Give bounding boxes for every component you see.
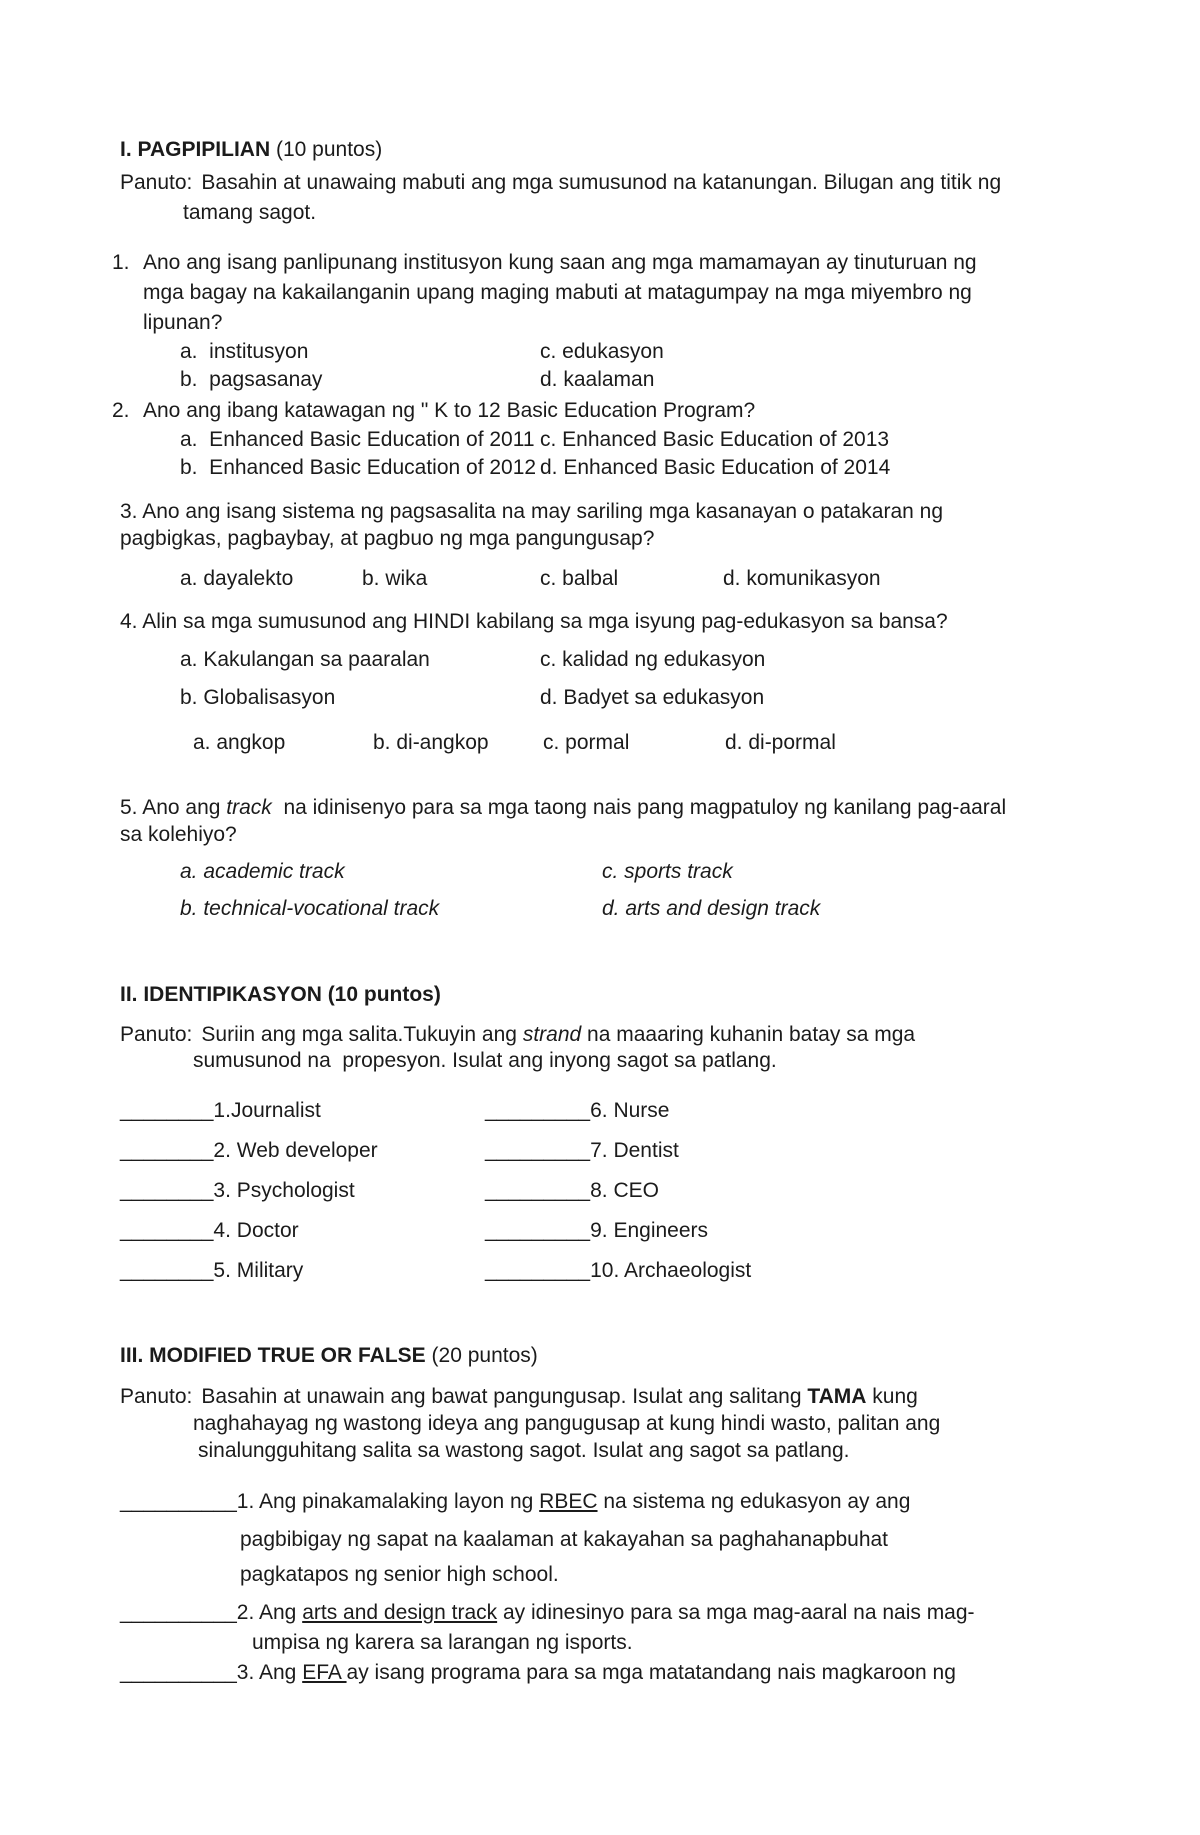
instructions-text-post: kung: [866, 1385, 918, 1408]
instructions-text: sumusunod na propesyon. Isulat ang inyong sagot sa patlang.: [193, 1049, 777, 1072]
question-4-options: [180, 645, 1100, 713]
statement-text-pre: __________1. Ang pinakamalaking layon ng: [120, 1490, 540, 1513]
instructions-line: [120, 168, 1100, 198]
instructions-text: tamang sagot.: [183, 201, 317, 224]
question-line: [120, 794, 1100, 821]
mc-option: c. balbal: [540, 567, 619, 590]
statement-line: [120, 1658, 1100, 1688]
mc-option: c. sports track: [602, 860, 733, 883]
instructions-text: Basahin at unawaing mabuti ang mga sumusunod na katanungan. Bilugan ang titik ng: [201, 171, 1002, 194]
mc-option: a. Enhanced Basic Education of 2011: [180, 428, 535, 451]
instructions-text: sinalungguhitang salita sa wastong sagot. Isulat ang sagot sa patlang.: [198, 1439, 850, 1462]
question-line: mga bagay na kakailanganin upang maging mabuti at matagumpay na mga miyembro ng: [143, 281, 972, 304]
question-line: 4. Alin sa mga sumusunod ang HINDI kabilang sa mga isyung pag-edukasyon sa bansa?: [120, 610, 948, 633]
identification-item: ________5. Military: [120, 1259, 304, 1282]
identification-item: _________10. Archaeologist: [485, 1259, 752, 1282]
instructions-italic-word: strand: [522, 1023, 582, 1046]
question-text-pre: 5. Ano ang: [120, 796, 227, 819]
mc-option: d. komunikasyon: [723, 567, 881, 590]
question-line: Ano ang isang panlipunang institusyon kung saan ang mga mamamayan ay tinuturuan ng: [143, 251, 977, 274]
panuto-label: Panuto:: [120, 171, 193, 194]
question-3-options: [180, 564, 1100, 594]
mc-option: c. kalidad ng edukasyon: [540, 648, 766, 671]
mc-option: d. arts and design track: [602, 897, 821, 920]
question-italic-word: track: [226, 796, 272, 819]
underlined-term: arts and design track: [302, 1601, 498, 1624]
instructions-text-pre: Basahin at unawain ang bawat pangungusap. Isulat ang salitang: [201, 1385, 808, 1408]
instructions-line: [120, 1383, 1100, 1410]
statement-text-pre: __________3. Ang: [120, 1661, 303, 1684]
question-text: [143, 396, 1100, 426]
true-false-item-2: [120, 1598, 1100, 1658]
mc-option: d. kaalaman: [540, 368, 655, 391]
question-line: pagbigkas, pagbaybay, at pagbuo ng mga pangungusap?: [120, 527, 655, 550]
statement-text-pre: __________2. Ang: [120, 1601, 303, 1624]
true-false-item-1: [120, 1487, 1100, 1590]
identification-item: ________1.Journalist: [120, 1099, 321, 1122]
mc-option: a. angkop: [193, 731, 286, 754]
mc-option: b. technical-vocational track: [180, 897, 440, 920]
true-false-item-3: [120, 1658, 1100, 1688]
section2-instructions: [120, 1022, 1100, 1074]
mc-option: b. pagsasanay: [180, 368, 323, 391]
instructions-line: [193, 1410, 1100, 1437]
question-2: [112, 396, 1100, 426]
mc-option: b. Enhanced Basic Education of 2012: [180, 456, 537, 479]
statement-line: umpisa ng karera sa larangan ng isports.: [252, 1631, 633, 1654]
section1-heading-points: (10 puntos): [270, 138, 383, 161]
orphan-options-row: [193, 728, 1100, 758]
question-line: Ano ang ibang katawagan ng " K to 12 Basic Education Program?: [143, 399, 756, 422]
section1-heading: [120, 135, 1100, 165]
question-line: lipunan?: [143, 311, 223, 334]
question-text: [143, 248, 1100, 338]
section1-heading-title: I. PAGPIPILIAN: [120, 138, 271, 161]
statement-line: pagbibigay ng sapat na kaalaman at kakayahan sa paghahanapbuhat: [240, 1528, 889, 1551]
question-4: [120, 607, 1100, 637]
statement-line: [120, 1487, 1100, 1517]
mc-option: d. di-pormal: [725, 731, 836, 754]
statement-line: [120, 1598, 1100, 1628]
mc-option: d. Badyet sa edukasyon: [540, 686, 765, 709]
statement-text-post: ay idinesinyo para sa mga mag-aaral na nais mag-: [497, 1601, 975, 1624]
mc-option: c. Enhanced Basic Education of 2013: [540, 428, 890, 451]
section2-heading-title: II. IDENTIPIKASYON (10 puntos): [120, 983, 441, 1006]
identification-item: _________6. Nurse: [485, 1099, 670, 1122]
identification-list: [120, 1096, 1100, 1286]
instructions-text: naghahayag ng wastong ideya ang pangugusap at kung hindi wasto, palitan ang: [193, 1412, 941, 1435]
identification-item: _________8. CEO: [485, 1179, 659, 1202]
instructions-bold-word: TAMA: [807, 1385, 867, 1408]
instructions-text-post: na maaaring kuhanin batay sa mga: [581, 1023, 916, 1046]
section3-heading: [120, 1341, 1100, 1371]
underlined-term: EFA: [302, 1661, 347, 1684]
instructions-line: [198, 1437, 1100, 1464]
question-1: [112, 248, 1100, 338]
question-1-options: [180, 338, 1100, 394]
identification-item: _________7. Dentist: [485, 1139, 679, 1162]
mc-option: a. academic track: [180, 860, 345, 883]
instructions-text-pre: Suriin ang mga salita.Tukuyin ang: [201, 1023, 523, 1046]
mc-option: b. Globalisasyon: [180, 686, 336, 709]
instructions-line: [120, 1022, 1100, 1048]
panuto-label: Panuto:: [120, 1385, 193, 1408]
identification-item: ________4. Doctor: [120, 1219, 299, 1242]
section3-instructions: [120, 1383, 1100, 1464]
section3-heading-title: III. MODIFIED TRUE OR FALSE: [120, 1344, 426, 1367]
question-line: sa kolehiyo?: [120, 823, 237, 846]
mc-option: c. pormal: [543, 731, 630, 754]
underlined-term: RBEC: [539, 1490, 598, 1513]
mc-option: b. di-angkop: [373, 731, 489, 754]
question-5-options: [180, 857, 1100, 924]
statement-text-post: ay isang programa para sa mga matatandang nais magkaroon ng: [346, 1661, 956, 1684]
question-number: 2.: [112, 399, 130, 422]
identification-item: ________3. Psychologist: [120, 1179, 355, 1202]
question-3: [120, 498, 1100, 552]
question-2-options: [180, 426, 1100, 482]
section3-heading-points: (20 puntos): [425, 1344, 538, 1367]
mc-option: d. Enhanced Basic Education of 2014: [540, 456, 891, 479]
mc-option: b. wika: [362, 567, 428, 590]
section1-instructions: [120, 168, 1100, 228]
question-5: [120, 794, 1100, 848]
identification-item: _________9. Engineers: [485, 1219, 709, 1242]
mc-option: c. edukasyon: [540, 340, 664, 363]
mc-option: a. dayalekto: [180, 567, 294, 590]
section2-heading: [120, 980, 1100, 1010]
mc-option: a. Kakulangan sa paaralan: [180, 648, 430, 671]
instructions-line: [193, 1048, 1100, 1074]
question-number: 1.: [112, 251, 130, 274]
instructions-line: [183, 198, 1100, 228]
statement-line: pagkatapos ng senior high school.: [240, 1563, 559, 1586]
question-line: 3. Ano ang isang sistema ng pagsasalita na may sariling mga kasanayan o patakaran ng: [120, 500, 944, 523]
mc-option: a. institusyon: [180, 340, 309, 363]
identification-item: ________2. Web developer: [120, 1139, 378, 1162]
question-text-post: na idinisenyo para sa mga taong nais pang magpatuloy ng kanilang pag-aaral: [271, 796, 1007, 819]
statement-text-post: na sistema ng edukasyon ay ang: [597, 1490, 911, 1513]
panuto-label: Panuto:: [120, 1023, 193, 1046]
